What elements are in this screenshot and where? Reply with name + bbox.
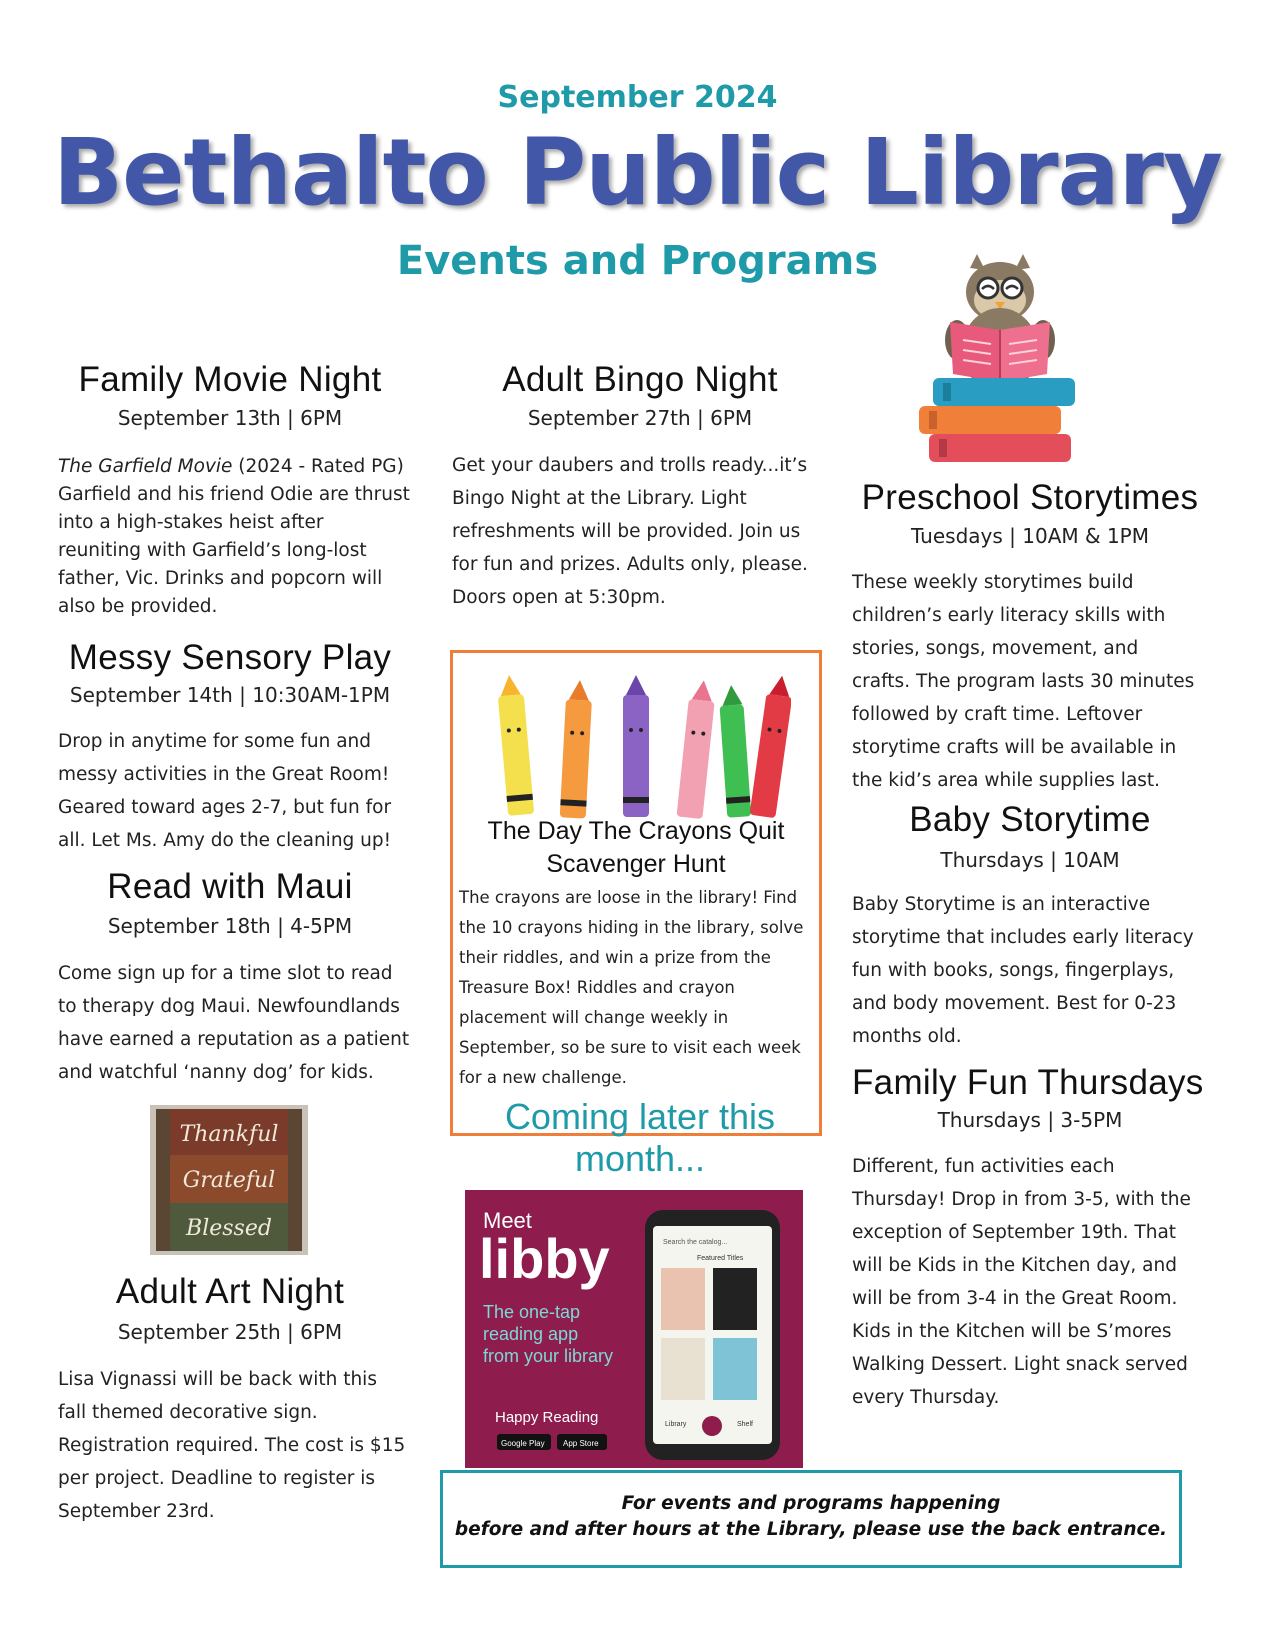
art-night-date: September 25th | 6PM xyxy=(117,1320,343,1344)
app-store-badge: App Store xyxy=(563,1439,599,1448)
coming-later-heading: Coming later this month... xyxy=(504,1096,776,1179)
baby-storytime-date: Thursdays | 10AM xyxy=(940,848,1120,872)
family-movie-date: September 13th | 6PM xyxy=(117,406,343,430)
phone-search-text: Search the catalog... xyxy=(663,1239,728,1246)
libby-tagline-2: reading app xyxy=(483,1324,579,1344)
notice-line-2: before and after hours at the Library, please use the back entrance. xyxy=(454,1519,1168,1540)
owl-reading-books-illustration xyxy=(915,250,1085,465)
libby-tagline-1: The one-tap xyxy=(483,1302,581,1322)
crayons-event-box xyxy=(450,650,822,1136)
family-movie-description xyxy=(58,453,410,621)
bingo-date: September 27th | 6PM xyxy=(527,406,753,430)
fall-sign-photo xyxy=(150,1105,308,1255)
newsletter-subtitle: Events and Programs xyxy=(396,238,879,284)
read-maui-title: Read with Maui xyxy=(107,867,353,906)
movie-title: The Garfield Movie xyxy=(58,456,233,477)
newsletter-month: September 2024 xyxy=(497,80,778,115)
notice-line-1: For events and programs happening xyxy=(621,1493,1001,1514)
messy-play-title: Messy Sensory Play xyxy=(68,638,392,677)
preschool-description: These weekly storytimes build children’s early literacy skills with stories, songs, movement, and crafts. The program lasts 30 minutes followed by craft time. Leftover storytime crafts will be available in the kid’s area while supplies last. xyxy=(852,572,1195,791)
back-entrance-notice xyxy=(440,1470,1182,1568)
family-fun-title: Family Fun Thursdays xyxy=(852,1063,1204,1102)
google-play-badge: Google Play xyxy=(501,1439,545,1448)
family-fun-date: Thursdays | 3-5PM xyxy=(937,1108,1123,1132)
messy-play-date: September 14th | 10:30AM-1PM xyxy=(69,683,391,707)
read-maui-date: September 18th | 4-5PM xyxy=(107,914,353,938)
libby-meet: Meet xyxy=(483,1208,532,1233)
libby-happy-reading: Happy Reading xyxy=(495,1409,599,1426)
baby-storytime-description: Baby Storytime is an interactive storytime that includes early literacy fun with books, songs, fingerplays, and body movement. Best for 0-23 months old. xyxy=(852,894,1194,1047)
libby-ad-image xyxy=(465,1190,803,1468)
libby-brand: libby xyxy=(479,1227,610,1290)
libby-tagline-3: from your library xyxy=(483,1346,614,1366)
art-night-title: Adult Art Night xyxy=(115,1272,345,1311)
bingo-title: Adult Bingo Night xyxy=(502,360,778,399)
family-fun-description: Different, fun activities each Thursday! Drop in from 3-5, with the exception of September 19th. That will be Kids in the Kitchen day, and will be from 3-4 in the Great Room. Kids in the Kitchen will be S’mores Walking Dessert. Light snack served every Thursday. xyxy=(852,1156,1191,1408)
crayons-title: The Day The Crayons Quit Scavenger Hunt xyxy=(487,817,785,878)
art-night-description: Lisa Vignassi will be back with this fall themed decorative sign. Registration required. The cost is $15 per project. Deadline to register is September 23rd. xyxy=(58,1369,406,1522)
bingo-description: Get your daubers and trolls ready...it’s Bingo Night at the Library. Light refreshments will be provided. Join us for fun and prizes. Adults only, please. Doors open at 5:30pm. xyxy=(452,455,808,608)
crayons-illustration xyxy=(481,675,791,825)
sign-word-1: Thankful xyxy=(179,1122,279,1147)
family-movie-title: Family Movie Night xyxy=(78,360,382,399)
sign-word-2: Grateful xyxy=(182,1168,276,1193)
preschool-date: Tuesdays | 10AM & 1PM xyxy=(911,524,1149,548)
crayons-description: The crayons are loose in the library! Find the 10 crayons hiding in the library, solve their riddles, and win a prize from the Treasure Box! Riddles and crayon placement will change weekly in September, so be sure to visit each week for a new challenge. xyxy=(459,888,804,1087)
messy-play-description: Drop in anytime for some fun and messy activities in the Great Room! Geared toward ages 2-7, but fun for all. Let Ms. Amy do the cleaning up! xyxy=(58,731,392,851)
phone-tab-library: Library xyxy=(665,1421,687,1428)
baby-storytime-title: Baby Storytime xyxy=(909,800,1151,839)
preschool-title: Preschool Storytimes xyxy=(861,478,1199,517)
phone-tab-shelf: Shelf xyxy=(737,1421,753,1428)
movie-details: (2024 - Rated PG) Garfield and his friend Odie are thrust into a high-stakes heist after reuniting with Garfield’s long-lost father, Vic. Drinks and popcorn will also be provided. xyxy=(58,456,410,617)
read-maui-description: Come sign up for a time slot to read to therapy dog Maui. Newfoundlands have earned a reputation as a patient and watchful ‘nanny dog’ for kids. xyxy=(58,963,410,1083)
sign-word-3: Blessed xyxy=(186,1216,272,1241)
library-title: Bethalto Public Library xyxy=(52,119,1223,226)
phone-featured-text: Featured Titles xyxy=(697,1255,744,1262)
